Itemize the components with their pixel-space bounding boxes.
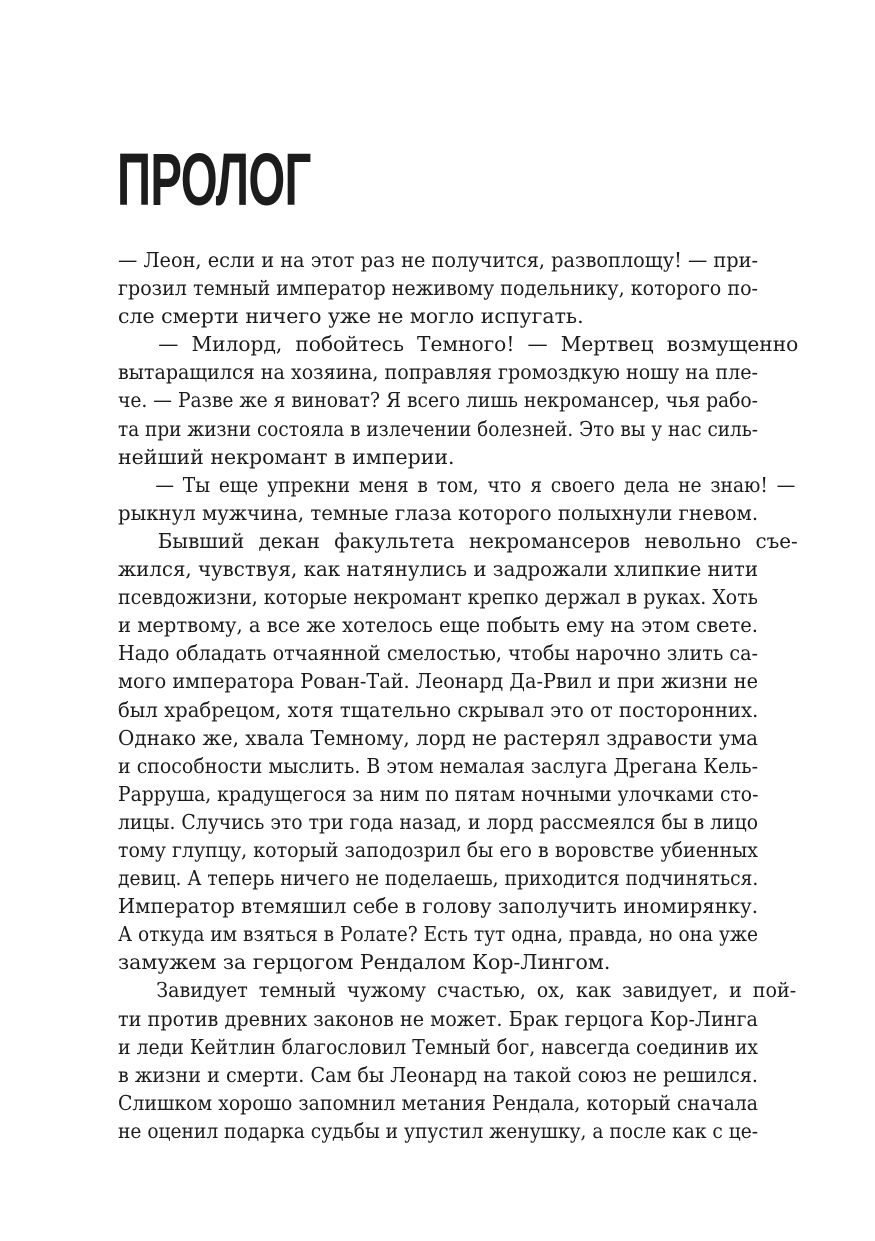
text-line: лицы. Случись это три года назад, и лорд рассмеялся бы в лицо bbox=[118, 809, 758, 834]
text-line: грозил темный император неживому подельнику, которого по- bbox=[118, 276, 758, 301]
text-line: — Ты еще упрекни меня в том, что я своего дела не знаю! — bbox=[155, 472, 796, 497]
paragraph bbox=[118, 471, 796, 527]
text-line: Рарруша, крадущегося за ним по пятам ночными улочками сто- bbox=[118, 781, 759, 806]
text-line: А откуда им взяться в Ролате? Есть тут одна, правда, но она уже bbox=[118, 922, 758, 947]
text-line: и леди Кейтлин благословил Темный бог, навсегда соединив их bbox=[118, 1034, 758, 1059]
text-line: был храбрецом, хотя тщательно скрывал это от посторонних. bbox=[118, 697, 759, 722]
text-line: и мертвому, а все же хотелось еще побыть ему на этом свете. bbox=[118, 613, 758, 638]
paragraph bbox=[118, 527, 798, 977]
text-line: жился, чувствуя, как натянулись и задрожали хлипкие нити bbox=[118, 557, 758, 582]
text-line: Завидует темный чужому счастью, ох, как завидует, и пой- bbox=[156, 978, 797, 1003]
text-line: сле смерти ничего уже не могло испугать. bbox=[118, 304, 584, 329]
text-line: — Леон, если и на этот раз не получится, развоплощу! — при- bbox=[118, 248, 758, 272]
text-line: Надо обладать отчаянной смелостью, чтобы нарочно злить са- bbox=[118, 641, 758, 666]
text-line: псевдожизни, которые некромант крепко держал в руках. Хоть bbox=[118, 585, 758, 610]
text-line: Бывший декан факультета некромансеров невольно съе- bbox=[157, 528, 798, 553]
text-line: вытаращился на хозяина, поправляя громоздкую ношу на пле- bbox=[118, 360, 758, 385]
text-line: рыкнул мужчина, темные глаза которого полыхнули гневом. bbox=[118, 500, 759, 525]
chapter-body bbox=[118, 246, 799, 1145]
text-line: та при жизни состояла в излечении болезней. Это вы у нас силь- bbox=[118, 416, 759, 441]
text-line: и способности мыслить. В этом немалая заслуга Дрегана Кель- bbox=[118, 753, 758, 778]
text-line: девиц. А теперь ничего не поделаешь, приходится подчиняться. bbox=[118, 866, 759, 891]
text-line: мого императора Рован-Тай. Леонард Да-Рвил и при жизни не bbox=[118, 669, 758, 694]
text-line: Однако же, хвала Темному, лорд не растерял здравости ума bbox=[118, 725, 758, 750]
text-line: в жизни и смерти. Сам бы Леонард на такой союз не решился. bbox=[118, 1062, 758, 1087]
text-line: Слишком хорошо запомнил метания Рендала, который сначала bbox=[118, 1090, 758, 1115]
text-line: Император втемяшил себе в голову заполучить иномирянку. bbox=[118, 894, 758, 919]
paragraph bbox=[118, 246, 758, 330]
text-line: тому глупцу, который заподозрил бы его в воровстве убиенных bbox=[118, 837, 758, 862]
paragraph bbox=[118, 330, 799, 470]
paragraph bbox=[118, 976, 797, 1145]
text-line: замужем за герцогом Рендалом Кор-Лингом. bbox=[118, 950, 611, 975]
chapter-title: ПРОЛОГ bbox=[117, 138, 311, 221]
text-line: не оценил подарка судьбы и упустил женушку, а после как с це- bbox=[118, 1118, 759, 1143]
text-line: ти против древних законов не может. Брак герцога Кор-Линга bbox=[118, 1006, 758, 1031]
text-line: нейший некромант в империи. bbox=[118, 444, 455, 469]
text-line: че. — Разве же я виноват? Я всего лишь некромансер, чья рабо- bbox=[118, 388, 758, 413]
text-line: — Милорд, побойтесь Темного! — Мертвец возмущенно bbox=[158, 332, 799, 357]
